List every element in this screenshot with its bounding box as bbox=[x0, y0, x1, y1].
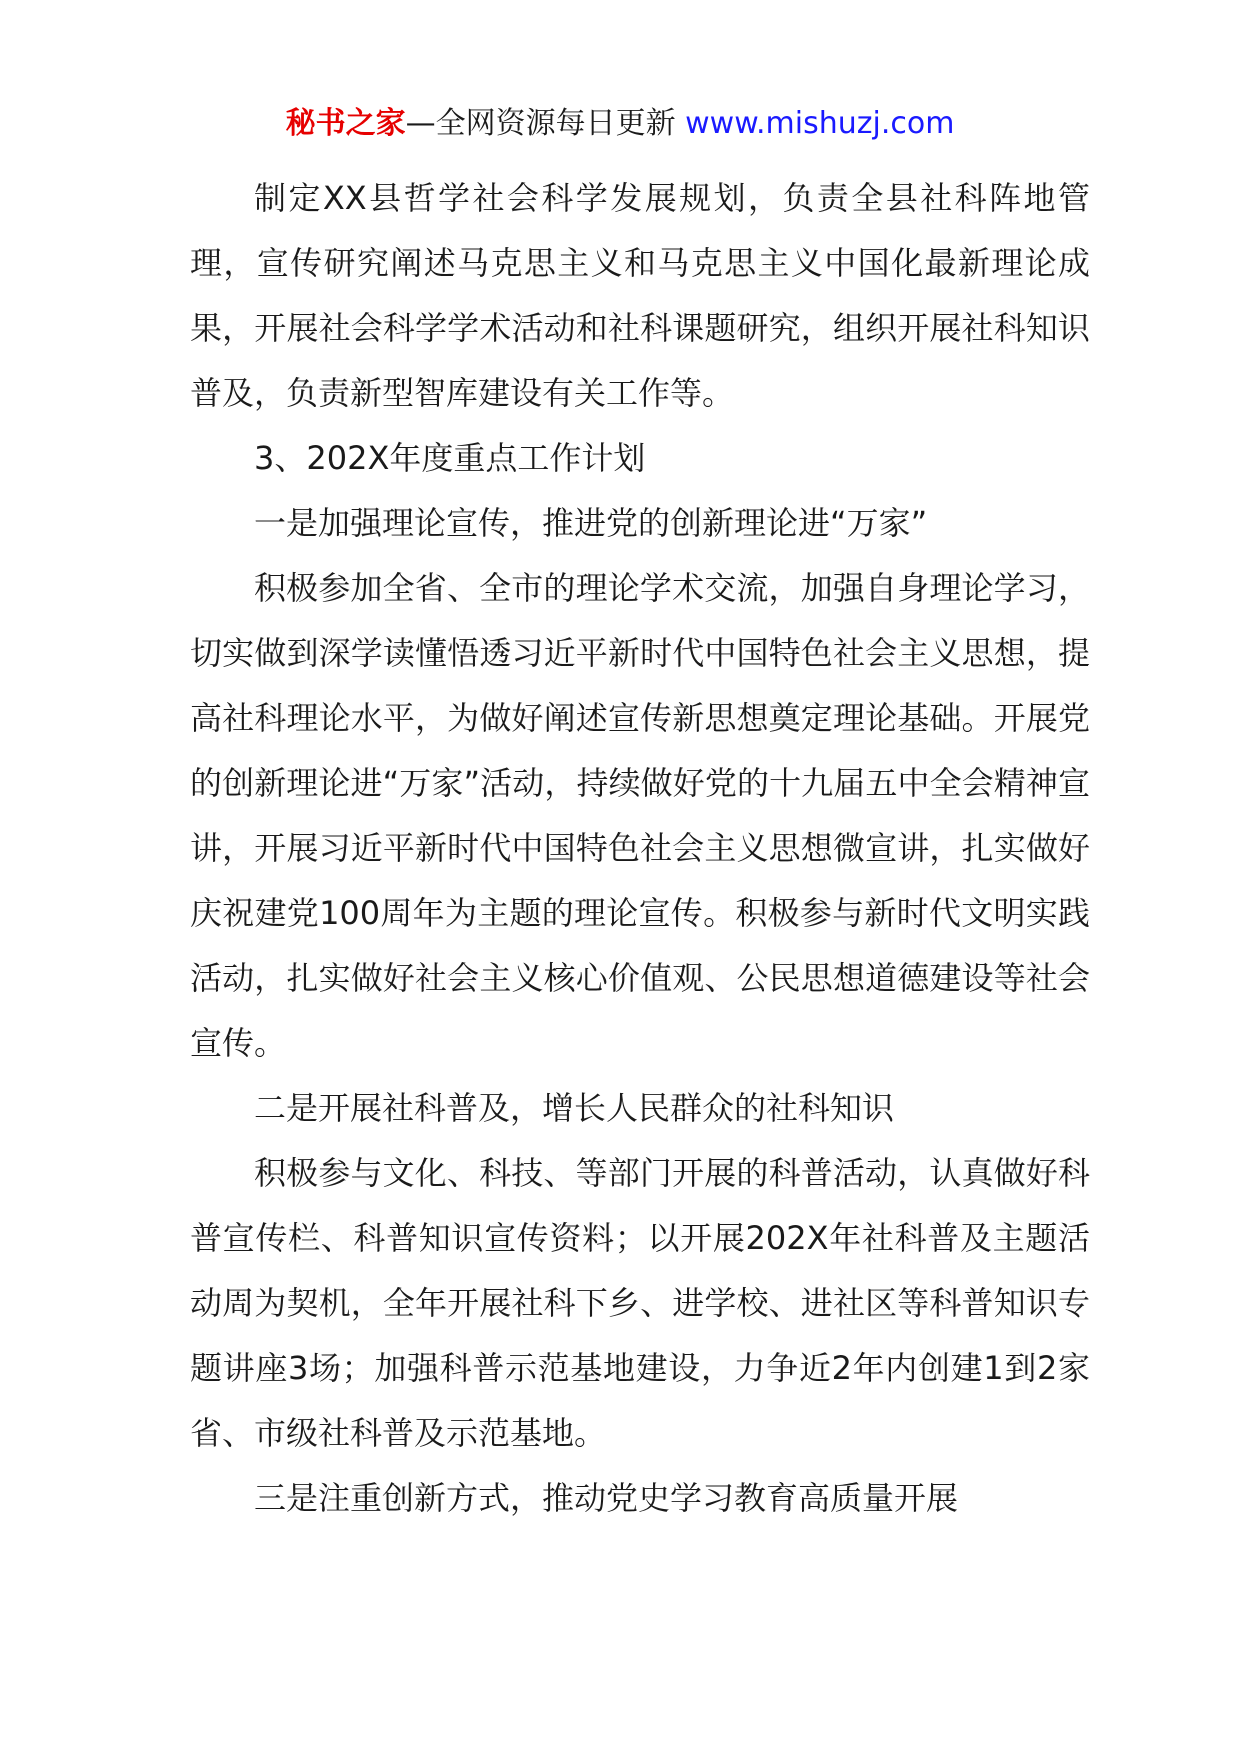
paragraph-theory-promotion: 积极参加全省、全市的理论学术交流，加强自身理论学习，切实做到深学读懂悟透习近平新时代中国特色社会主义思想，提高社科理论水平，为做好阐述宣传新思想奠定理论基础。开展党的创新理论进“万家”活动，持续做好党的十九届五中全会精神宣讲，开展习近平新时代中国特色社会主义思想微宣讲，扎实做好庆祝建党100周年为主题的理论宣传。积极参与新时代文明实践活动，扎实做好社会主义核心价值观、公民思想道德建设等社会宣传。 bbox=[190, 569, 1090, 1062]
paragraph-science-popularization: 积极参与文化、科技、等部门开展的科普活动，认真做好科普宣传栏、科普知识宣传资料；以开展202X年社科普及主题活动周为契机，全年开展社科下乡、进学校、进社区等科普知识专题讲座3场；加强科普示范基地建设，力争近2年内创建1到2家省、市级社科普及示范基地。 bbox=[190, 1154, 1090, 1452]
subheading-innovation: 三是注重创新方式，推动党史学习教育高质量开展 bbox=[254, 1479, 959, 1517]
section-heading-plan: 3、202X年度重点工作计划 bbox=[254, 439, 646, 477]
header-slogan: —全网资源每日更新 bbox=[405, 106, 676, 141]
paragraph-responsibilities: 制定XX县哲学社会科学发展规划，负责全县社科阵地管理，宣传研究阐述马克思主义和马克思主义中国化最新理论成果，开展社会科学学术活动和社科课题研究，组织开展社科知识普及，负责新型智库建设有关工作等。 bbox=[190, 179, 1090, 412]
brand-name: 秘书之家 bbox=[285, 106, 406, 141]
site-url-link[interactable]: www.mishuzj.com bbox=[685, 106, 955, 141]
subheading-theory-promotion: 一是加强理论宣传，推进党的创新理论进“万家” bbox=[254, 504, 928, 542]
subheading-science-popularization: 二是开展社科普及，增长人民群众的社科知识 bbox=[254, 1089, 895, 1127]
document-body bbox=[190, 166, 1090, 1531]
page-header bbox=[0, 104, 1240, 144]
